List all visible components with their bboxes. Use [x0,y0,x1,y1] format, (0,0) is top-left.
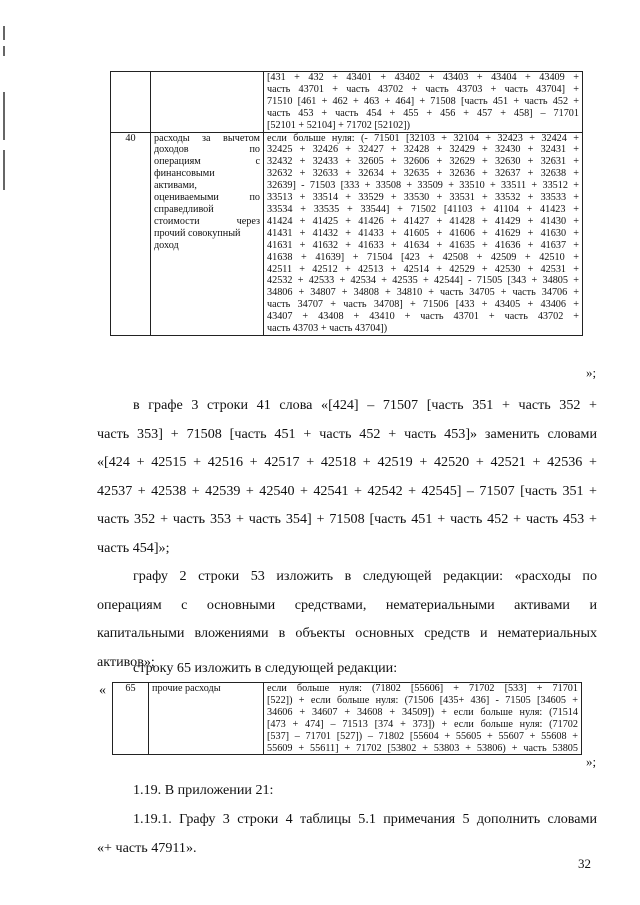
paragraph-line: «[424 + 42515 + 42516 + 42517 + 42518 + 42519 + 42520 + 42521 + 42536 + [97,454,597,471]
closing-quote: »; [586,365,597,380]
scan-margin-mark [3,46,5,56]
paragraph-line: часть 352 + часть 353 + часть 354] + 71508 [часть 451 + часть 452 + часть 453 + [97,511,597,528]
opening-quote: « [99,683,106,698]
paragraph-line: 1.19.1. Графу 3 строки 4 таблицы 5.1 примечания 5 дополнить словами [133,811,597,827]
formula-cell [264,132,583,335]
formula-line: часть 43701 + часть 43702 + часть 43703 + часть 43704] + [267,83,579,95]
paragraph-line: капитальными вложениями в объекты основных средств и нематериальных [97,625,597,642]
paragraph-line: активов»; [97,653,155,670]
formula-line: 32632 + 32633 + 32634 + 32635 + 32636 + 32637 + 32638 + [267,168,579,180]
closing-quote: »; [586,754,597,769]
formula-line: 41431 + 41432 + 41433 + 41605 + 41606 + 41629 + 41630 + [267,227,579,239]
formula-line: 42532 + 42533 + 42534 + 42535 + 42544] - 71505 [343 + 34805 + [267,275,579,287]
paragraph-line: «+ часть 47911». [97,839,197,856]
formula-line: 32639] - 71503 [333 + 33508 + 33509 + 33510 + 33511 + 33512 + [267,180,579,192]
scan-margin-mark [3,26,5,40]
formula-line: 43407 + 43408 + 43410 + часть 43701 + часть 43702 + [267,311,579,323]
formula-line: часть 43703 + часть 43704]) [267,323,388,335]
row-name-line: справедливой [154,203,214,215]
formula-line: 41424 + 41425 + 41426 + 41427 + 41428 + 41429 + 41430 + [267,215,579,227]
paragraph-line: часть 454]»; [97,539,170,556]
formula-line: 32432 + 32433 + 32605 + 32606 + 32629 + 32630 + 32631 + [267,156,579,168]
formula-line: 32425 + 32426 + 32427 + 32428 + 32429 + 32430 + 32431 + [267,144,579,156]
formula-line: [431 + 432 + 43401 + 43402 + 43403 + 43404 + 43409 + [267,72,579,83]
amendment-paragraph-row-41 [97,391,597,563]
row-name: прочие расходы [149,683,264,755]
formula-line: 34606 + 34607 + 34608 + 34509]) + если больше нуля: (71514 [267,706,578,718]
paragraph-line: 1.19. В приложении 21: [133,782,274,798]
paragraph-line: 42537 + 42538 + 42539 + 42540 + 42541 + 42542 + 42545] – 71507 [часть 351 + [97,482,597,499]
formula-line: 71510 [461 + 462 + 463 + 464] + 71508 [часть 451 + часть 452 + [267,95,579,107]
formula-line: 33534 + 33535 + 33544] + 71502 [41103 + 41104 + 41423 + [267,203,579,215]
row-number: 40 [111,132,151,335]
amendment-paragraph-row-65 [97,654,597,683]
amendment-table-row-65 [112,682,582,755]
formula-line: 55609 + 55611] + 71702 [53802 + 53803 + 53806) + часть 53805 [267,742,578,754]
paragraph-line: строку 65 изложить в следующей редакции: [133,660,398,676]
scan-margin-mark [3,92,5,140]
row-name-line: оцениваемыми по [154,192,260,204]
formula-line: часть 453 + часть 454 + 455 + 456 + 457 + 458] – 71701 [267,107,579,119]
formula-line: часть 34707 + часть 34708] + 71506 [433 + 43405 + 43406 + [267,299,579,311]
formula-line: если больше нуля: (- 71501 [32103 + 32104 + 32423 + 32424 + [267,132,579,144]
row-name-line: расходы за вычетом [154,132,260,144]
row-name-line: активами, [154,180,197,192]
row-name-line: доходов по [154,144,260,156]
formula-line: если больше нуля: (71802 [55606] + 71702 [533] + 71701 [267,683,578,694]
section-heading-1-19 [97,776,597,805]
table-row [111,132,583,335]
row-name [151,132,264,335]
formula-line: [537] – 71701 [527]) – 71802 [55604 + 55605 + 55607 + 55608 + [267,730,578,742]
formula-line: [522]) + если больше нуля: (71506 [435+ 436] - 71505 [34605 + [267,694,578,706]
row-name-line: финансовыми [154,168,215,180]
formula-line: [52101 + 52104] + 71702 [52102]) [267,119,411,131]
formula-cell [264,683,582,755]
formula-cell-continuation [264,72,583,133]
formula-line: 41638 + 41639] + 71504 [423 + 42508 + 42509 + 42510 + [267,251,579,263]
formula-line: [473 + 474] – 71513 [374 + 373]) + если больше нуля: (71702 [267,718,578,730]
paragraph-line: в графе 3 строки 41 слова «[424] – 71507 [часть 351 + часть 352 + [133,397,597,413]
row-name-line: стоимости через [154,215,260,227]
row-name-line: операциям с [154,156,260,168]
row-name-line: доход [154,239,179,251]
amendment-table-row-40 [110,71,583,336]
amendment-paragraph-1-19-1 [97,805,597,862]
formula-line: 41631 + 41632 + 41633 + 41634 + 41635 + 41636 + 41637 + [267,239,579,251]
table-cell-empty [111,72,151,133]
formula-line: 42511 + 42512 + 42513 + 42514 + 42529 + 42530 + 42531 + [267,263,579,275]
page-number: 32 [578,856,591,871]
paragraph-line: графу 2 строки 53 изложить в следующей редакции: «расходы по [133,568,597,584]
paragraph-line: операциям с основными средствами, нематериальными активами и [97,596,597,613]
table-row [111,72,583,133]
formula-line: 33513 + 33514 + 33529 + 33530 + 33531 + 33532 + 33533 + [267,192,579,204]
formula-line: 34806 + 34807 + 34808 + 34810 + часть 34705 + часть 34706 + [267,287,579,299]
table-row [113,683,582,755]
paragraph-line: часть 353] + 71508 [часть 451 + часть 452 + часть 453]» заменить словами [97,425,597,442]
scan-margin-mark [3,150,5,190]
row-number: 65 [113,683,149,755]
row-name-line: прочий совокупный [154,227,241,239]
table-cell-empty [151,72,264,133]
